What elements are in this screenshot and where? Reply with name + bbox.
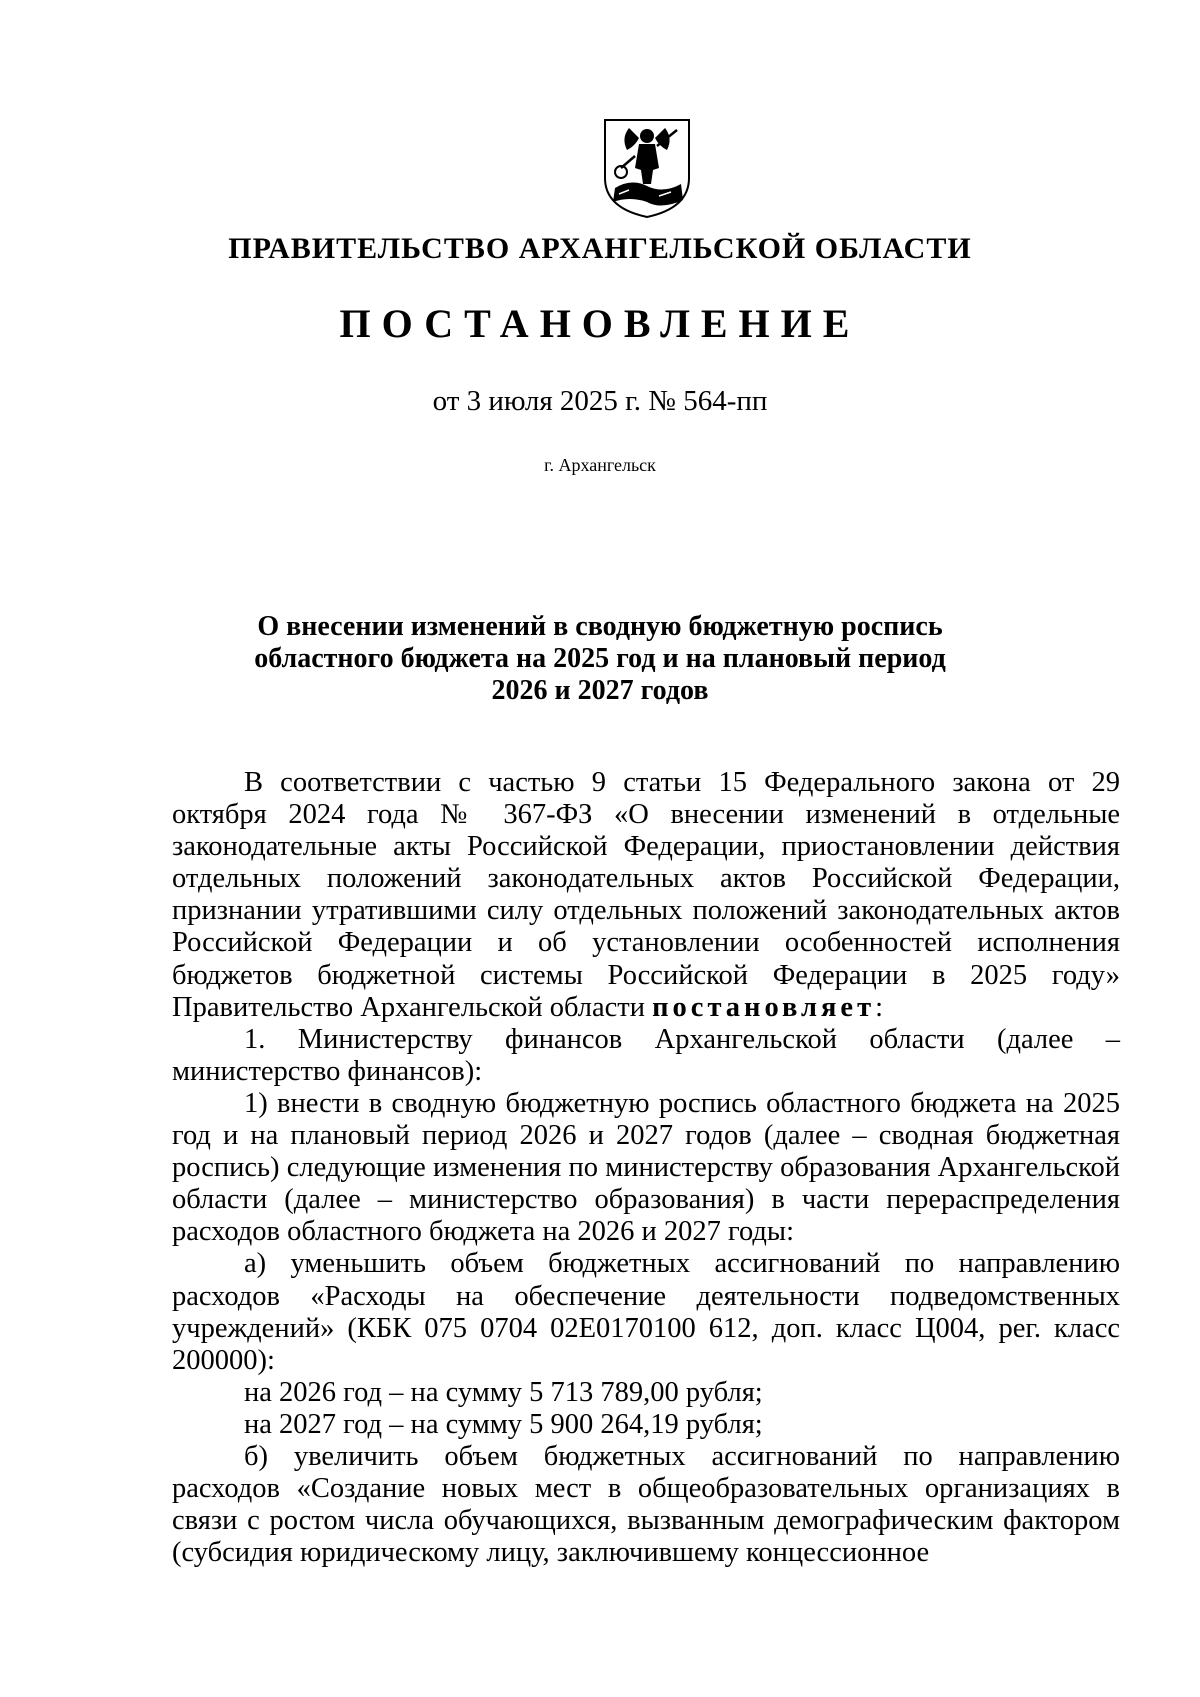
- document-city: г. Архангельск: [544, 455, 656, 475]
- paragraph-a: а) уменьшить объем бюджетных ассигнований по направлению расходов «Расходы на обеспечение деятельности подведомственных учреждений» (КБК 075 0704 02Е0170100 612, доп. класс Ц004, рег. класс 200000):: [172, 1248, 1120, 1376]
- decree-word: постановляет: [652, 991, 876, 1023]
- preamble-paragraph: [172, 767, 1120, 1024]
- preamble-text: В соответствии с частью 9 статьи 15 Федерального закона от 29 октября 2024 года № 367-ФЗ «О внесении изменений в отдельные законодательные акты Российской Федерации, приостановлении действия отдельных положений законодательных актов Российской Федерации, признании утратившими силу отдельных положений законодательных актов Российской Федерации и об установлении особенностей исполнения бюджетов бюджетной системы Российской Федерации в 2025 году» Правительство Архангельской области: [172, 767, 1120, 1023]
- decree-suffix: :: [875, 991, 883, 1023]
- government-title: ПРАВИТЕЛЬСТВО АРХАНГЕЛЬСКОЙ ОБЛАСТИ: [228, 232, 972, 265]
- paragraph-a-2026: на 2026 год – на сумму 5 713 789,00 рубля;: [244, 1376, 763, 1408]
- coat-of-arms-icon: [599, 116, 695, 220]
- document-body: [172, 767, 1120, 1569]
- document-subject: [230, 611, 970, 707]
- paragraph-b: б) увеличить объем бюджетных ассигнований по направлению расходов «Создание новых мест в общеобразовательных организациях в связи с ростом числа обучающихся, вызванным демографическим фактором (субсидия юридическому лицу, заключившему концессионное: [172, 1440, 1120, 1569]
- paragraph-a-2027: на 2027 год – на сумму 5 900 264,19 рубля;: [244, 1408, 763, 1440]
- subject-line: О внесении изменений в сводную бюджетную роспись: [257, 611, 943, 642]
- paragraph-1-1: 1) внести в сводную бюджетную роспись областного бюджета на 2025 год и на плановый период 2026 и 2027 годов (далее – сводная бюджетная роспись) следующие изменения по министерству образования Архангельской области (далее – министерство образования) в части перераспределения расходов областного бюджета на 2026 и 2027 годы:: [172, 1087, 1120, 1248]
- document-date-number: от 3 июля 2025 г. № 564-пп: [432, 385, 768, 417]
- paragraph-1: 1. Министерству финансов Архангельской области (далее – министерство финансов):: [172, 1023, 1120, 1087]
- subject-line: 2026 и 2027 годов: [491, 675, 709, 706]
- document-type-title: ПОСТАНОВЛЕНИЕ: [339, 301, 861, 346]
- subject-line: областного бюджета на 2025 год и на плановый период: [254, 643, 946, 674]
